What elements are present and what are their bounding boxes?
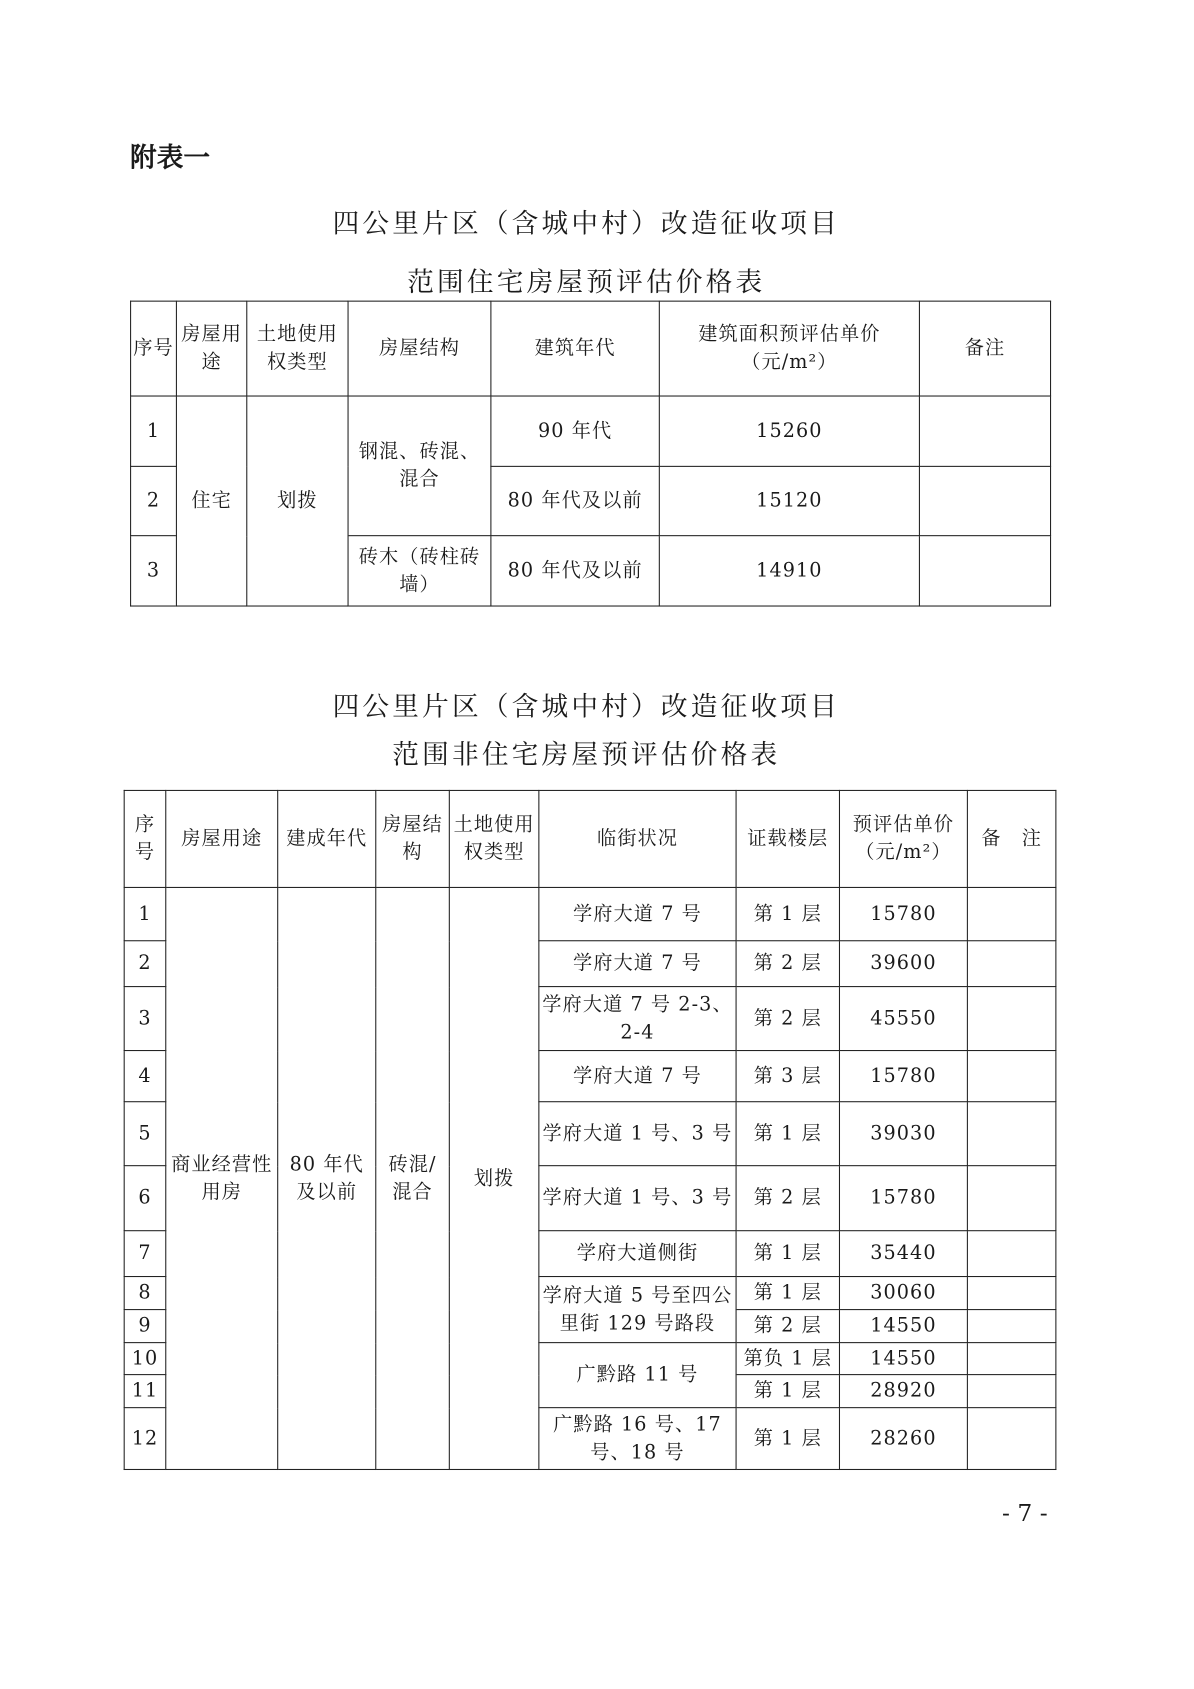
land-type-cell: 划拨 bbox=[449, 887, 539, 1469]
note-cell bbox=[919, 536, 1050, 606]
header-cell: 建筑年代 bbox=[491, 301, 659, 396]
price-cell: 35440 bbox=[839, 1231, 967, 1277]
price-cell: 15780 bbox=[839, 887, 967, 940]
header-cell: 预评估单价（元/m²） bbox=[839, 790, 967, 887]
header-cell: 房屋结构 bbox=[348, 301, 491, 396]
structure-cell: 砖木（砖柱砖墙） bbox=[348, 536, 491, 606]
header-cell: 备 注 bbox=[967, 790, 1055, 887]
row-number: 2 bbox=[124, 941, 166, 987]
street-cell: 学府大道 7 号 bbox=[539, 887, 736, 940]
row-number: 5 bbox=[124, 1102, 166, 1166]
floor-cell: 第 1 层 bbox=[736, 1277, 839, 1310]
floor-cell: 第 2 层 bbox=[736, 941, 839, 987]
note-cell bbox=[967, 1310, 1055, 1343]
street-cell: 广黔路 16 号、17 号、18 号 bbox=[539, 1408, 736, 1470]
row-number: 1 bbox=[124, 887, 166, 940]
street-cell: 学府大道 5 号至四公里街 129 号路段 bbox=[539, 1277, 736, 1343]
row-number: 2 bbox=[131, 466, 177, 535]
usage-cell: 商业经营性用房 bbox=[166, 887, 278, 1469]
street-cell: 学府大道 7 号 2-3、2-4 bbox=[539, 987, 736, 1051]
row-number: 8 bbox=[124, 1277, 166, 1310]
note-cell bbox=[919, 466, 1050, 535]
floor-cell: 第 1 层 bbox=[736, 1102, 839, 1166]
price-cell: 28920 bbox=[839, 1375, 967, 1408]
page-number: - 7 - bbox=[1002, 1500, 1048, 1528]
row-number: 11 bbox=[124, 1375, 166, 1408]
price-cell: 15120 bbox=[659, 466, 919, 535]
land-type-cell: 划拨 bbox=[247, 396, 348, 606]
price-cell: 28260 bbox=[839, 1408, 967, 1470]
structure-cell: 砖混/混合 bbox=[376, 887, 450, 1469]
floor-cell: 第 3 层 bbox=[736, 1051, 839, 1102]
floor-cell: 第 2 层 bbox=[736, 1166, 839, 1231]
row-number: 3 bbox=[131, 536, 177, 606]
note-cell bbox=[967, 987, 1055, 1051]
floor-cell: 第 1 层 bbox=[736, 887, 839, 940]
structure-cell: 钢混、砖混、混合 bbox=[348, 396, 491, 536]
header-cell: 土地使用权类型 bbox=[449, 790, 539, 887]
street-cell: 学府大道 1 号、3 号 bbox=[539, 1102, 736, 1166]
row-number: 4 bbox=[124, 1051, 166, 1102]
price-cell: 30060 bbox=[839, 1277, 967, 1310]
price-cell: 14910 bbox=[659, 536, 919, 606]
table-header-row bbox=[131, 301, 1051, 396]
appendix-label: 附表一 bbox=[130, 141, 211, 173]
header-cell: 序号 bbox=[124, 790, 166, 887]
table-row bbox=[131, 396, 1051, 466]
era-cell: 80 年代及以前 bbox=[491, 536, 659, 606]
era-cell: 80 年代及以前 bbox=[491, 466, 659, 535]
street-cell: 学府大道 7 号 bbox=[539, 941, 736, 987]
table1-title-line1: 四公里片区（含城中村）改造征收项目 bbox=[332, 207, 841, 239]
price-cell: 39030 bbox=[839, 1102, 967, 1166]
header-cell: 建成年代 bbox=[278, 790, 376, 887]
header-cell: 临街状况 bbox=[539, 790, 736, 887]
floor-cell: 第负 1 层 bbox=[736, 1343, 839, 1375]
price-cell: 15780 bbox=[839, 1051, 967, 1102]
price-cell: 14550 bbox=[839, 1310, 967, 1343]
note-cell bbox=[967, 1375, 1055, 1408]
table-row bbox=[124, 887, 1056, 940]
header-cell: 房屋用途 bbox=[176, 301, 246, 396]
row-number: 1 bbox=[131, 396, 177, 466]
table1-title-line2: 范围住宅房屋预评估价格表 bbox=[407, 266, 766, 298]
header-cell: 房屋用途 bbox=[166, 790, 278, 887]
price-cell: 15260 bbox=[659, 396, 919, 466]
note-cell bbox=[967, 887, 1055, 940]
note-cell bbox=[967, 941, 1055, 987]
row-number: 10 bbox=[124, 1343, 166, 1375]
row-number: 3 bbox=[124, 987, 166, 1051]
note-cell bbox=[967, 1277, 1055, 1310]
floor-cell: 第 1 层 bbox=[736, 1408, 839, 1470]
era-cell: 80 年代及以前 bbox=[278, 887, 376, 1469]
floor-cell: 第 2 层 bbox=[736, 987, 839, 1051]
note-cell bbox=[967, 1408, 1055, 1470]
non-residential-price-table bbox=[124, 790, 1057, 1470]
note-cell bbox=[967, 1051, 1055, 1102]
floor-cell: 第 1 层 bbox=[736, 1231, 839, 1277]
residential-price-table bbox=[130, 301, 1051, 607]
table2-title-line1: 四公里片区（含城中村）改造征收项目 bbox=[332, 690, 841, 722]
usage-cell: 住宅 bbox=[176, 396, 246, 606]
row-number: 12 bbox=[124, 1408, 166, 1470]
price-cell: 15780 bbox=[839, 1166, 967, 1231]
header-cell: 房屋结构 bbox=[376, 790, 450, 887]
price-cell: 45550 bbox=[839, 987, 967, 1051]
price-cell: 39600 bbox=[839, 941, 967, 987]
header-cell: 土地使用权类型 bbox=[247, 301, 348, 396]
header-cell: 序号 bbox=[131, 301, 177, 396]
table2-title-line2: 范围非住宅房屋预评估价格表 bbox=[392, 738, 781, 770]
row-number: 6 bbox=[124, 1166, 166, 1231]
era-cell: 90 年代 bbox=[491, 396, 659, 466]
note-cell bbox=[967, 1343, 1055, 1375]
floor-cell: 第 2 层 bbox=[736, 1310, 839, 1343]
note-cell bbox=[919, 396, 1050, 466]
note-cell bbox=[967, 1102, 1055, 1166]
header-cell: 证载楼层 bbox=[736, 790, 839, 887]
street-cell: 学府大道 1 号、3 号 bbox=[539, 1166, 736, 1231]
price-cell: 14550 bbox=[839, 1343, 967, 1375]
street-cell: 学府大道 7 号 bbox=[539, 1051, 736, 1102]
note-cell bbox=[967, 1166, 1055, 1231]
row-number: 9 bbox=[124, 1310, 166, 1343]
header-cell: 建筑面积预评估单价（元/m²） bbox=[659, 301, 919, 396]
note-cell bbox=[967, 1231, 1055, 1277]
table-header-row bbox=[124, 790, 1056, 887]
street-cell: 学府大道侧街 bbox=[539, 1231, 736, 1277]
floor-cell: 第 1 层 bbox=[736, 1375, 839, 1408]
row-number: 7 bbox=[124, 1231, 166, 1277]
header-cell: 备注 bbox=[919, 301, 1050, 396]
street-cell: 广黔路 11 号 bbox=[539, 1343, 736, 1408]
